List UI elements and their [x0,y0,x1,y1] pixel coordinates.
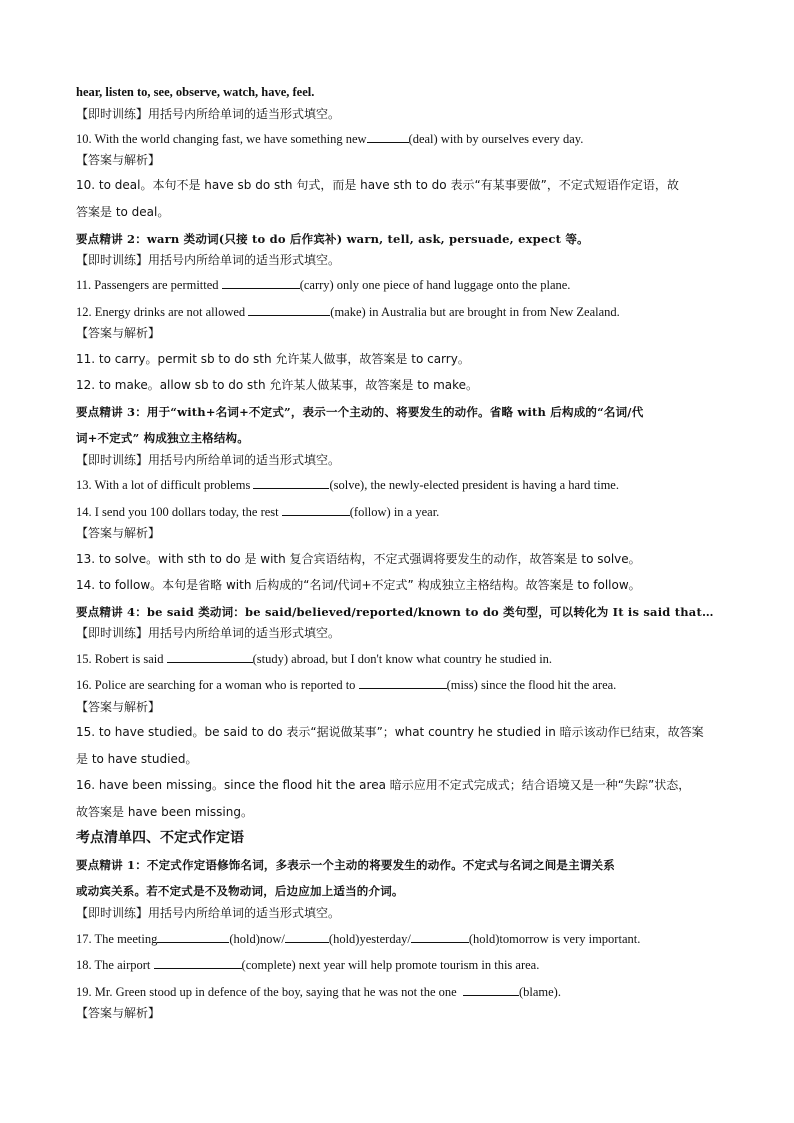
answer-12: 12. to make。allow sb to do sth 允许某人做某事，故答案是 to make。 [76,378,479,392]
answer-blank[interactable] [154,957,242,969]
question-text: 10. With the world changing fast, we have something new [76,132,367,146]
question-text: 19. Mr. Green stood up in defence of the boy, saying that he was not the one [76,985,457,999]
answer-heading: 【答案与解析】 [76,1006,161,1020]
question-text: (complete) next year will help promote tourism in this area. [241,958,540,972]
question-text: (make) in Australia but are brought in from New Zealand. [330,305,620,319]
answer-blank[interactable] [222,277,300,289]
question-text: (blame). [518,985,561,999]
answer-heading: 【答案与解析】 [76,700,161,714]
question-text: 18. The airport [76,958,151,972]
practice-heading: 【即时训练】用括号内所给单词的适当形式填空。 [76,253,341,267]
answer-heading: 【答案与解析】 [76,526,161,540]
key-point-3-continued: 词+不定式” 构成独立主格结构。 [76,431,249,445]
question-13 [76,477,619,493]
answer-heading: 【答案与解析】 [76,153,161,167]
question-text: (follow) in a year. [349,505,440,519]
question-text: (solve), the newly-elected president is having a hard time. [329,478,619,492]
answer-blank[interactable] [167,651,253,663]
question-text: 11. Passengers are permitted [76,278,219,292]
practice-heading: 【即时训练】用括号内所给单词的适当形式填空。 [76,453,341,467]
question-text: (hold)now/ [229,932,285,946]
key-point-4: 要点精讲 4：be said 类动词：be said/believed/reported/known to do 类句型，可以转化为 It is said that… [76,605,714,619]
key-point-2: 要点精讲 2：warn 类动词(只接 to do 后作宾补) warn, tell, ask, persuade, expect 等。 [76,232,589,246]
question-text: (hold)tomorrow is very important. [468,932,641,946]
answer-blank[interactable] [157,931,229,943]
answer-16: 16. have been missing。since the flood hit the area 暗示应用不定式完成式；结合语境又是一种“失踪”状态， [76,778,691,792]
question-text: 16. Police are searching for a woman who is reported to [76,678,356,692]
question-text: (miss) since the flood hit the area. [446,678,617,692]
answer-15: 15. to have studied。be said to do 表示“据说做某事”；what country he studied in 暗示该动作已结束，故答案 [76,725,704,739]
answer-13: 13. to solve。with sth to do 是 with 复合宾语结构，不定式强调将要发生的动作，故答案是 to solve。 [76,552,641,566]
question-text: 17. The meeting [76,932,158,946]
question-14 [76,504,439,520]
question-12 [76,304,620,320]
practice-heading: 【即时训练】用括号内所给单词的适当形式填空。 [76,107,341,121]
answer-blank[interactable] [253,477,329,489]
key-point-3: 要点精讲 3：用于“with+名词+不定式”，表示一个主动的、将要发生的动作。省略 with 后构成的“名词/代 [76,405,644,419]
question-16 [76,677,616,693]
question-text: (deal) with by ourselves every day. [408,132,584,146]
answer-14: 14. to follow。本句是省略 with 后构成的“名词/代词+不定式” 构成独立主格结构。故答案是 to follow。 [76,578,641,592]
answer-blank[interactable] [463,984,519,996]
question-text: 12. Energy drinks are not allowed [76,305,246,319]
answer-11: 11. to carry。permit sb to do sth 允许某人做事，故答案是 to carry。 [76,352,470,366]
answer-10: 10. to deal。本句不是 have sb do sth 句式，而是 have sth to do 表示“有某事要做”，不定式短语作定语，故 [76,178,679,192]
question-10 [76,131,583,147]
verb-list-line: hear, listen to, see, observe, watch, have, feel. [76,85,315,99]
key-point-1-continued: 或动宾关系。若不定式是不及物动词，后边应加上适当的介词。 [76,884,404,898]
question-text: (study) abroad, but I don't know what country he studied in. [252,652,553,666]
key-point-1: 要点精讲 1：不定式作定语修饰名词，多表示一个主动的将要发生的动作。不定式与名词之间是主谓关系 [76,858,615,872]
answer-16-continued: 故答案是 have been missing。 [76,805,253,819]
question-text: 15. Robert is said [76,652,164,666]
question-19 [76,984,561,1000]
practice-heading: 【即时训练】用括号内所给单词的适当形式填空。 [76,906,341,920]
question-15 [76,651,552,667]
answer-15-continued: 是 to have studied。 [76,752,198,766]
answer-blank[interactable] [282,504,350,516]
answer-blank[interactable] [248,304,330,316]
question-text: 14. I send you 100 dollars today, the rest [76,505,279,519]
answer-10-continued: 答案是 to deal。 [76,205,170,219]
question-text: 13. With a lot of difficult problems [76,478,251,492]
question-text: (hold)yesterday/ [328,932,411,946]
question-18 [76,957,539,973]
question-11 [76,277,570,293]
question-text: (carry) only one piece of hand luggage onto the plane. [299,278,571,292]
practice-heading: 【即时训练】用括号内所给单词的适当形式填空。 [76,626,341,640]
answer-blank[interactable] [367,131,409,143]
question-17 [76,931,640,947]
answer-heading: 【答案与解析】 [76,326,161,340]
answer-blank[interactable] [411,931,469,943]
answer-blank[interactable] [359,677,447,689]
answer-blank[interactable] [285,931,329,943]
section-title: 考点清单四、不定式作定语 [76,830,244,846]
